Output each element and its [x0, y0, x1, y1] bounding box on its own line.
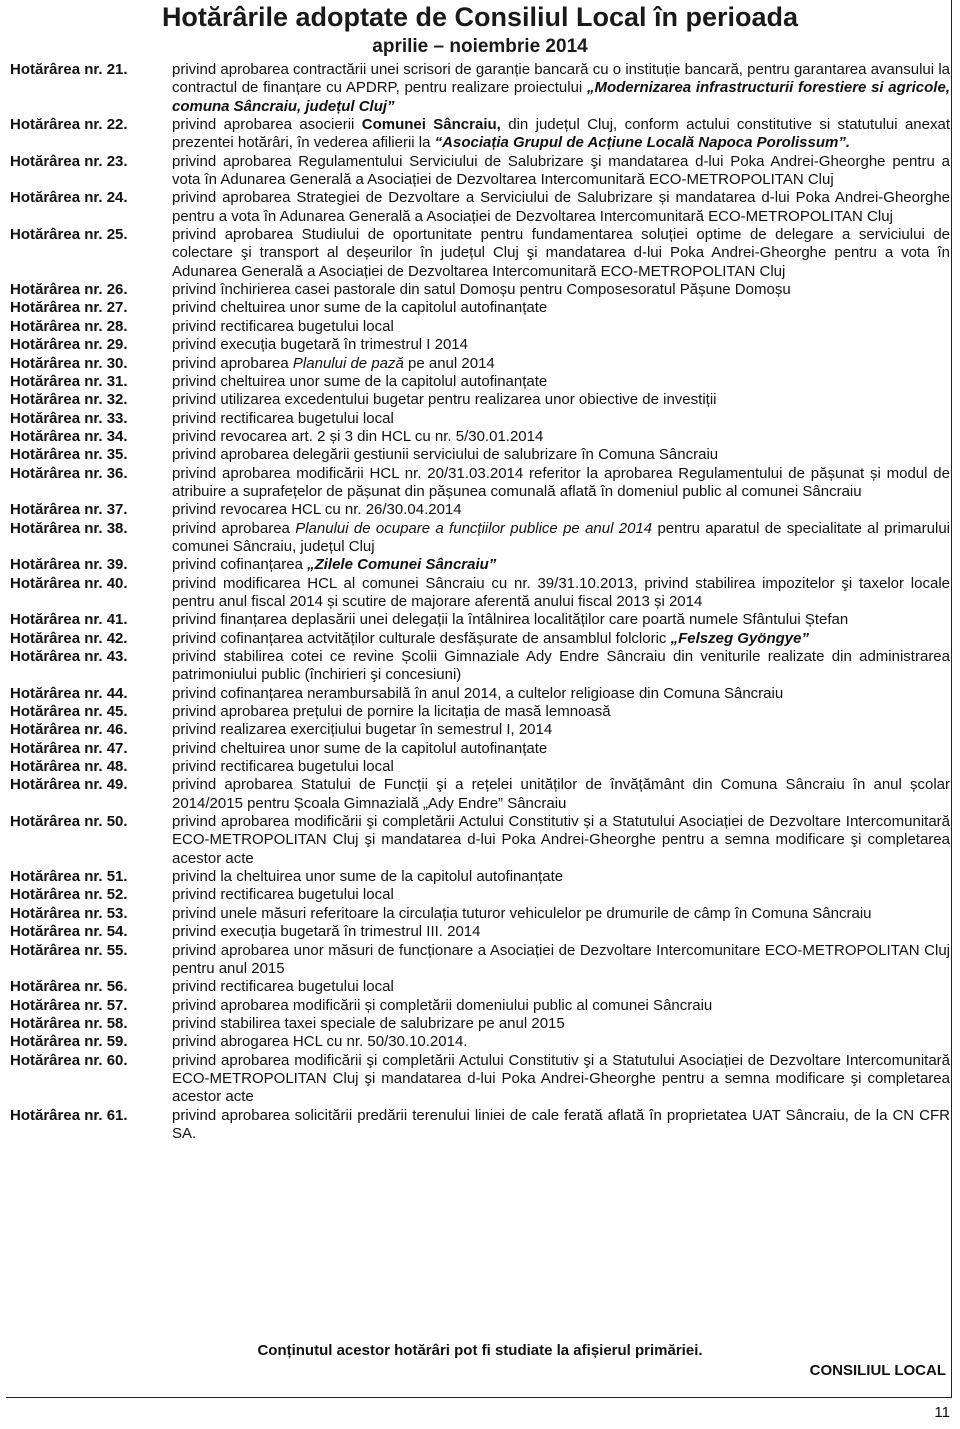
decision-text: [172, 153, 950, 190]
decision-item: [10, 1033, 950, 1051]
decision-item: [10, 740, 950, 758]
decision-number: Hotărârea nr. 46.: [10, 721, 128, 739]
decision-text-part: privind utilizarea excedentului bugetar pentru realizarea unor obiective de investiții: [172, 391, 717, 409]
decision-item: [10, 886, 950, 904]
decision-text-part: privind execuția bugetară în trimestrul III. 2014: [172, 923, 481, 941]
decision-text-part: privind abrogarea HCL cu nr. 50/30.10.2014.: [172, 1033, 468, 1051]
decision-text-part: privind aprobarea asocierii: [172, 116, 362, 134]
decision-item: [10, 630, 950, 648]
decision-text: [172, 685, 950, 703]
decision-text-part: privind aprobarea prețului de pornire la licitația de masă lemnoasă: [172, 703, 611, 721]
decision-number: Hotărârea nr. 33.: [10, 409, 128, 427]
decision-text: [172, 428, 950, 446]
decision-text: [172, 520, 950, 557]
decision-item: [10, 648, 950, 685]
decision-number: Hotărârea nr. 50.: [10, 813, 128, 831]
decision-text: [172, 336, 950, 354]
decision-number: Hotărârea nr. 61.: [10, 1106, 128, 1124]
decision-text-part: din județul Cluj, conform actului constitutive si statutului anexat prezentei hotărâri, în vederea afilierii la: [172, 116, 950, 152]
decision-text-part: privind aprobarea modificării și completării domeniului public al comunei Sâncraiu: [172, 996, 713, 1014]
decision-item: [10, 905, 950, 923]
decision-item: [10, 428, 950, 446]
decision-text: [172, 465, 950, 502]
decision-number: Hotărârea nr. 43.: [10, 648, 128, 665]
decision-text: [172, 776, 950, 813]
decision-number: Hotărârea nr. 49.: [10, 776, 128, 794]
decision-text: [172, 1107, 950, 1144]
decision-number: Hotărârea nr. 42.: [10, 629, 128, 647]
decision-text: [172, 997, 950, 1015]
decision-text: [172, 905, 950, 923]
decision-text: [172, 355, 950, 373]
decision-number: Hotărârea nr. 34.: [10, 427, 128, 445]
decision-text: [172, 318, 950, 336]
decision-item: [10, 1107, 950, 1144]
decision-number: Hotărârea nr. 38.: [10, 519, 128, 537]
decision-item: [10, 226, 950, 281]
decision-item: [10, 721, 950, 739]
decision-item: [10, 336, 950, 354]
decision-text-part: privind aprobarea unor măsuri de funcționare a Asociației de Dezvoltare Intercomunitare ECO-METROPOLITAN Cluj pentru anul 2015: [172, 941, 950, 977]
decision-item: [10, 1015, 950, 1033]
page-subtitle: aprilie – noiembrie 2014: [372, 36, 588, 57]
decision-item: [10, 813, 950, 868]
decision-text-part: privind execuția bugetară în trimestrul I 2014: [172, 336, 468, 354]
decision-number: Hotărârea nr. 59.: [10, 1033, 128, 1051]
decision-number: Hotărârea nr. 47.: [10, 739, 128, 757]
decision-text: [172, 630, 950, 648]
decision-text: [172, 703, 950, 721]
decision-text-part: privind cofinanțarea actvităților culturale desfășurate de ansamblul folcloric: [172, 629, 671, 647]
decision-item: [10, 520, 950, 557]
decision-item: [10, 373, 950, 391]
decision-item: [10, 299, 950, 317]
decision-text: [172, 942, 950, 979]
decision-text-part: privind rectificarea bugetului local: [172, 978, 394, 996]
decision-number: Hotărârea nr. 22.: [10, 116, 128, 134]
decision-item: [10, 355, 950, 373]
decision-text-part: privind revocarea HCL cu nr. 26/30.04.2014: [172, 501, 462, 519]
decision-number: Hotărârea nr. 29.: [10, 336, 128, 354]
decision-text-part: privind revocarea art. 2 și 3 din HCL cu nr. 5/30.01.2014: [172, 427, 544, 445]
decision-text: [172, 501, 950, 519]
decision-text: [172, 299, 950, 317]
decision-number: Hotărârea nr. 25.: [10, 226, 128, 244]
decision-text-part: “Asociația Grupul de Acțiune Locală Napoca Porolissum”.: [434, 134, 851, 152]
decision-number: Hotărârea nr. 35.: [10, 446, 128, 464]
decision-text: [172, 281, 950, 299]
decision-number: Hotărârea nr. 44.: [10, 684, 128, 702]
decision-item: [10, 391, 950, 409]
decision-text-part: privind finanțarea deplasării unei delegații la întâlnirea localităților care poartă numele Sfântului Ștefan: [172, 611, 849, 629]
decision-item: [10, 868, 950, 886]
decision-item: [10, 758, 950, 776]
decision-text-part: privind cheltuirea unor sume de la capitolul autofinanțate: [172, 299, 548, 317]
decision-text-part: „Felszeg Gyöngye”: [670, 629, 809, 647]
decision-number: Hotărârea nr. 53.: [10, 904, 128, 922]
decision-text-part: privind cofinanțarea: [172, 556, 308, 574]
decision-item: [10, 611, 950, 629]
decision-text-part: Comunei Sâncraiu,: [361, 116, 501, 134]
decision-item: [10, 410, 950, 428]
decision-item: [10, 116, 950, 153]
decision-number: Hotărârea nr. 28.: [10, 317, 128, 335]
decision-item: [10, 978, 950, 996]
decision-text: [172, 556, 950, 574]
decision-text-part: privind unele măsuri referitoare la circulația tuturor vehiculelor pe drumurile de câmp în Comuna Sâncraiu: [172, 904, 872, 922]
decision-number: Hotărârea nr. 55.: [10, 941, 128, 959]
decision-item: [10, 556, 950, 574]
decision-item: [10, 281, 950, 299]
decision-number: Hotărârea nr. 56.: [10, 978, 128, 996]
footer-note: Conținutul acestor hotărâri pot fi studiate la afișierul primăriei.: [257, 1342, 703, 1359]
signature: CONSILIUL LOCAL: [809, 1362, 946, 1379]
decision-item: [10, 446, 950, 464]
decision-text: [172, 978, 950, 996]
decision-text-part: privind realizarea exercițiului bugetar în semestrul I, 2014: [172, 721, 553, 739]
decision-item: [10, 997, 950, 1015]
decision-item: [10, 776, 950, 813]
decision-number: Hotărârea nr. 27.: [10, 299, 128, 317]
decision-text: [172, 923, 950, 941]
decision-number: Hotărârea nr. 54.: [10, 923, 128, 941]
decision-text: [172, 1015, 950, 1033]
decision-text-part: pentru aparatul de specialitate al primarului comunei Sâncraiu, județul Cluj: [172, 519, 950, 555]
decision-text: [172, 868, 950, 886]
decision-text-part: privind aprobarea Strategiei de Dezvoltare a Serviciului de Salubrizare și mandatarea d-lui Poka Andrei-Gheorghe pentru a vota în Adunarea Generală a Asociației de Dezvoltarea Intercomunitară ECO-METROPOLITAN Cluj: [172, 189, 950, 225]
page-title: Hotărârile adoptate de Consiliul Local în perioada: [161, 2, 799, 32]
decision-text-part: Planului de ocupare a funcțiilor publice pe anul 2014: [295, 519, 653, 537]
decision-item: [10, 318, 950, 336]
decision-text: [172, 1052, 950, 1107]
decision-item: [10, 61, 950, 116]
decision-text-part: privind rectificarea bugetului local: [172, 409, 394, 427]
decision-number: Hotărârea nr. 30.: [10, 354, 128, 372]
decision-text-part: privind aprobarea Studiului de oportunitate pentru fundamentarea soluției optime de delegare a serviciului de colectare şi transport al deșeurilor în județul Cluj şi mandatarea d-lui Poka Andrei-Gheorghe pentru a vota în Adunarea Generală a Asociației de Dezvoltarea Intercomunitară ECO-METROPOLITAN Cluj: [172, 226, 950, 280]
decision-number: Hotărârea nr. 37.: [10, 501, 128, 519]
decision-text: [172, 611, 950, 629]
decision-text-part: privind aprobarea contractării unei scrisori de garanție bancară cu o instituție bancară, pentru garantarea avansului la contractul de finanțare cu APDRP, pentru realizare proiectului: [172, 61, 950, 97]
decision-text: [172, 189, 950, 226]
decision-list: [10, 61, 950, 1143]
decision-text: [172, 721, 950, 739]
decision-number: Hotărârea nr. 41.: [10, 611, 128, 629]
decision-text: [172, 575, 950, 612]
decision-text: [172, 1033, 950, 1051]
decision-number: Hotărârea nr. 31.: [10, 372, 128, 390]
decision-number: Hotărârea nr. 57.: [10, 996, 128, 1014]
decision-text-part: privind stabilirea cotei ce revine Școlii Gimnaziale Ady Endre Sâncraiu din veniturile realizate din administrarea patrimoniului public (închirieri şi concesiuni): [172, 648, 950, 684]
decision-text-part: privind cofinanțarea nerambursabilă în anul 2014, a cultelor religioase din Comuna Sâncraiu: [172, 684, 784, 702]
decision-number: Hotărârea nr. 36.: [10, 464, 128, 482]
decision-text: [172, 446, 950, 464]
decision-text-part: „Zilele Comunei Sâncraiu”: [307, 556, 497, 574]
decision-number: Hotărârea nr. 32.: [10, 391, 128, 409]
decision-number: Hotărârea nr. 60.: [10, 1051, 128, 1069]
decision-text-part: privind cheltuirea unor sume de la capitolul autofinanțate: [172, 372, 548, 390]
decision-text-part: privind rectificarea bugetului local: [172, 758, 394, 776]
decision-item: [10, 153, 950, 190]
decision-text: [172, 410, 950, 428]
decision-text: [172, 391, 950, 409]
decision-text-part: privind rectificarea bugetului local: [172, 317, 394, 335]
decision-item: [10, 923, 950, 941]
decision-number: Hotărârea nr. 45.: [10, 703, 128, 721]
decision-number: Hotărârea nr. 58.: [10, 1014, 128, 1032]
decision-text-part: privind aprobarea Regulamentului Serviciului de Salubrizare şi mandatarea d-lui Poka Andrei-Gheorghe pentru a vota în Adunarea Generală a Asociației de Dezvoltarea Intercomunitară ECO-METROPOLITAN Cluj: [172, 152, 950, 189]
decision-text-part: privind aprobarea modificării HCL nr. 20/31.03.2014 referitor la aprobarea Regulamentului de pășunat și modul de atribuire a suprafețelor de pășunat din pășunea comunală aflată în domeniul public al comunei Sâncraiu: [172, 464, 950, 500]
page-number: 11: [934, 1404, 950, 1421]
decision-text-part: Planului de pază: [292, 354, 404, 372]
decision-text-part: privind modificarea HCL al comunei Sâncraiu cu nr. 39/31.10.2013, privind stabilirea impozitelor şi taxelor locale pentru anul fiscal 2014 și scutire de majorare aferentă anului fiscal 2013 și 2014: [172, 574, 950, 610]
decision-text-part: privind rectificarea bugetului local: [172, 886, 394, 904]
decision-number: Hotărârea nr. 23.: [10, 152, 128, 170]
decision-text-part: privind aprobarea modificării şi completării Actului Constitutiv și a Statutului Asociației de Dezvoltare Intercomunitară ECO-METROPOLITAN Cluj şi mandatarea d-lui Poka Andrei-Gheorghe pentru a semna modificare şi completarea acestor acte: [172, 813, 950, 867]
decision-text-part: pe anul 2014: [403, 354, 495, 372]
decision-item: [10, 575, 950, 612]
decision-item: [10, 465, 950, 502]
decision-number: Hotărârea nr. 26.: [10, 281, 128, 299]
decision-number: Hotărârea nr. 39.: [10, 556, 128, 574]
decision-text: [172, 61, 950, 116]
decision-text-part: privind închirierea casei pastorale din satul Domoșu pentru Composesoratul Pășune Domoșu: [172, 281, 791, 299]
decision-number: Hotărârea nr. 21.: [10, 61, 128, 78]
decision-item: [10, 685, 950, 703]
decision-text-part: privind aprobarea modificării şi completării Actului Constitutiv şi a Statutului Asociației de Dezvoltare Intercomunitară ECO-METROPOLITAN Cluj şi mandatarea d-lui Poka Andrei-Gheorghe pentru a semna modificare şi completarea acestor acte: [172, 1051, 950, 1106]
decision-item: [10, 942, 950, 979]
decision-item: [10, 703, 950, 721]
decision-text: [172, 226, 950, 281]
decision-text: [172, 373, 950, 391]
decision-text-part: privind aprobarea Statului de Funcții şi a rețelei unităților de învățământ din Comuna Sâncraiu în anul școlar 2014/2015 pentru Școala Gimnazială „Ady Endre” Sâncraiu: [172, 776, 950, 812]
decision-text-part: privind cheltuirea unor sume de la capitolul autofinanțate: [172, 739, 548, 757]
decision-text-part: privind aprobarea: [172, 354, 293, 372]
decision-text-part: „Modernizarea infrastructurii forestiere si agricole, comuna Sâncraiu, județul Cluj”: [172, 79, 950, 115]
decision-text-part: privind aprobarea solicitării predării terenului liniei de cale ferată aflată în proprietatea UAT Sâncraiu, de la CN CFR SA.: [172, 1106, 950, 1142]
decision-text: [172, 886, 950, 904]
decision-text: [172, 116, 950, 153]
decision-text-part: privind aprobarea delegării gestiunii serviciului de salubrizare în Comuna Sâncraiu: [172, 446, 719, 464]
decision-text-part: privind aprobarea: [172, 519, 296, 537]
decision-text: [172, 813, 950, 868]
decision-text: [172, 648, 950, 685]
decision-item: [10, 1052, 950, 1107]
decision-number: Hotărârea nr. 48.: [10, 758, 128, 776]
decision-item: [10, 189, 950, 226]
decision-number: Hotărârea nr. 52.: [10, 886, 128, 904]
decision-text-part: privind stabilirea taxei speciale de salubrizare pe anul 2015: [172, 1014, 565, 1032]
decision-number: Hotărârea nr. 51.: [10, 868, 128, 886]
decision-item: [10, 501, 950, 519]
decision-number: Hotărârea nr. 40.: [10, 574, 128, 592]
decision-text: [172, 758, 950, 776]
decision-number: Hotărârea nr. 24.: [10, 189, 128, 207]
decision-text: [172, 740, 950, 758]
decision-text-part: privind la cheltuirea unor sume de la capitolul autofinanțate: [172, 868, 564, 886]
